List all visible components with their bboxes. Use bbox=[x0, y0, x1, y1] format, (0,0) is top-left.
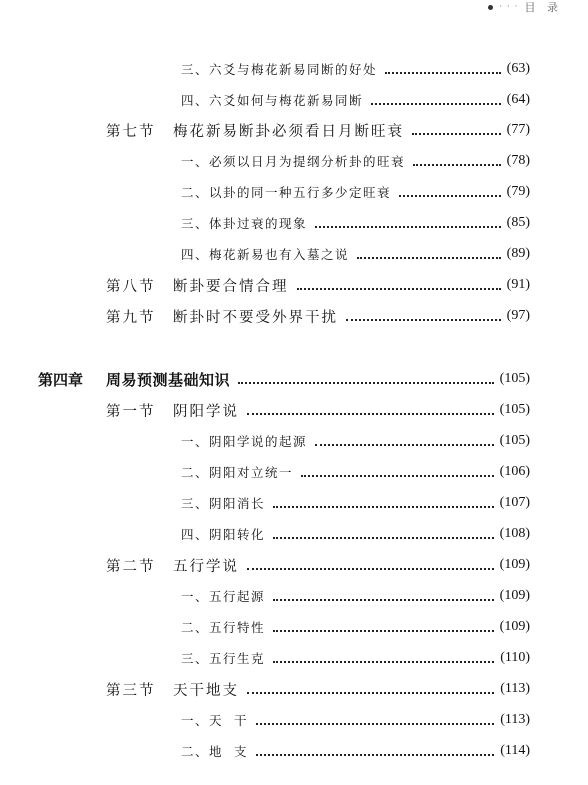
toc-entry-title: 一、五行起源 bbox=[181, 589, 266, 604]
toc-entry-title: 三、五行生克 bbox=[181, 651, 266, 666]
dot-leader bbox=[247, 692, 494, 694]
toc-entry-page: (105) bbox=[499, 402, 530, 417]
toc-entry-sub bbox=[181, 149, 530, 173]
dot-leader bbox=[315, 226, 501, 228]
toc-entry-label: 第八节 bbox=[106, 278, 156, 295]
toc-entry-label: 第一节 bbox=[106, 403, 156, 420]
toc-entry-page: (109) bbox=[499, 557, 530, 572]
toc-entry-page: (106) bbox=[499, 464, 530, 479]
toc-entry-page: (114) bbox=[500, 743, 530, 758]
toc-entry-sub bbox=[181, 491, 530, 515]
dot-leader bbox=[385, 72, 501, 74]
toc-entry-label: 第四章 bbox=[38, 370, 84, 389]
toc-entry-title: 二、阴阳对立统一 bbox=[181, 465, 294, 480]
toc-entry-title: 断卦时不要受外界干扰 bbox=[173, 309, 338, 326]
toc-entry-title: 三、阴阳消长 bbox=[181, 496, 266, 511]
toc-entry-title: 二、地 支 bbox=[181, 744, 248, 759]
toc-entry-label: 第九节 bbox=[106, 309, 156, 326]
toc-entry-sub bbox=[181, 211, 530, 235]
toc-entry-sub bbox=[181, 88, 530, 112]
bullet-dot-icon bbox=[488, 5, 493, 10]
dot-leader bbox=[247, 413, 494, 415]
toc-entry-title: 一、天 干 bbox=[181, 713, 248, 728]
dot-leader bbox=[371, 103, 501, 105]
page-header bbox=[488, 0, 562, 14]
toc-entry-sub bbox=[181, 584, 530, 608]
dot-leader bbox=[256, 754, 494, 756]
dot-leader bbox=[357, 257, 501, 259]
toc-entry-page: (63) bbox=[506, 61, 530, 76]
toc-entry-page: (109) bbox=[499, 619, 530, 634]
toc-entry-sec bbox=[106, 118, 530, 142]
toc-entry-sub bbox=[181, 57, 530, 81]
toc-entry-sub bbox=[181, 646, 530, 670]
toc-entry-title: 周易预测基础知识 bbox=[106, 370, 231, 389]
header-title: 目 录 bbox=[524, 1, 562, 14]
toc-entry-page: (105) bbox=[499, 433, 530, 448]
dot-leader bbox=[273, 506, 494, 508]
toc-entry-page: (113) bbox=[500, 681, 530, 696]
toc-entry-title: 五行学说 bbox=[173, 558, 239, 575]
dot-leader bbox=[256, 723, 494, 725]
toc-entry-title: 天干地支 bbox=[173, 682, 239, 699]
toc-entry-title: 三、六爻与梅花新易同断的好处 bbox=[181, 62, 378, 77]
toc-entry-sec bbox=[106, 304, 530, 328]
toc-entry-page: (97) bbox=[506, 308, 530, 323]
header-dots: · · · bbox=[499, 2, 519, 12]
toc-entry-page: (78) bbox=[506, 153, 530, 168]
dot-leader bbox=[273, 630, 494, 632]
dot-leader bbox=[412, 133, 501, 135]
toc-entry-label: 第二节 bbox=[106, 558, 156, 575]
toc-entry-sub bbox=[181, 242, 530, 266]
toc-entry-chap bbox=[38, 367, 530, 391]
dot-leader bbox=[273, 661, 494, 663]
toc-entry-page: (85) bbox=[506, 215, 530, 230]
toc-entry-title: 断卦要合情合理 bbox=[173, 278, 289, 295]
toc-entry-sub bbox=[181, 615, 530, 639]
toc-entry-page: (109) bbox=[499, 588, 530, 603]
toc-entry-page: (108) bbox=[499, 526, 530, 541]
dot-leader bbox=[301, 475, 494, 477]
toc-entry-page: (89) bbox=[506, 246, 530, 261]
dot-leader bbox=[315, 444, 494, 446]
toc-entry-page: (77) bbox=[506, 122, 530, 137]
dot-leader bbox=[413, 164, 501, 166]
toc-entry-sub bbox=[181, 180, 530, 204]
dot-leader bbox=[273, 537, 494, 539]
toc-entry-sub bbox=[181, 739, 530, 763]
toc-entry-page: (91) bbox=[506, 277, 530, 292]
toc-entry-title: 三、体卦过衰的现象 bbox=[181, 216, 308, 231]
toc-entry-sec bbox=[106, 677, 530, 701]
toc-entry-sub bbox=[181, 460, 530, 484]
toc-entry-page: (107) bbox=[499, 495, 530, 510]
toc-entry-label: 第三节 bbox=[106, 682, 156, 699]
dot-leader bbox=[238, 382, 494, 384]
dot-leader bbox=[297, 288, 501, 290]
toc-entry-title: 四、阴阳转化 bbox=[181, 527, 266, 542]
toc-entry-title: 二、五行特性 bbox=[181, 620, 266, 635]
toc-entry-label: 第七节 bbox=[106, 123, 156, 140]
toc-entry-title: 二、以卦的同一种五行多少定旺衰 bbox=[181, 185, 392, 200]
toc-entry-page: (113) bbox=[500, 712, 530, 727]
toc-entry-page: (79) bbox=[506, 184, 530, 199]
dot-leader bbox=[247, 568, 494, 570]
toc-entry-sec bbox=[106, 273, 530, 297]
toc-entry-title: 一、必须以日月为提纲分析卦的旺衰 bbox=[181, 154, 406, 169]
toc-entry-sec bbox=[106, 398, 530, 422]
toc-entry-title: 梅花新易断卦必须看日月断旺衰 bbox=[173, 123, 404, 140]
toc-entry-sec bbox=[106, 553, 530, 577]
toc-entry-title: 四、六爻如何与梅花新易同断 bbox=[181, 93, 364, 108]
dot-leader bbox=[346, 319, 501, 321]
toc-entry-title: 阴阳学说 bbox=[173, 403, 239, 420]
dot-leader bbox=[273, 599, 494, 601]
toc-entry-page: (105) bbox=[499, 371, 530, 386]
toc-entry-page: (64) bbox=[506, 92, 530, 107]
dot-leader bbox=[399, 195, 501, 197]
toc-entry-title: 四、梅花新易也有入墓之说 bbox=[181, 247, 350, 262]
toc-entry-sub bbox=[181, 429, 530, 453]
toc-entry-title: 一、阴阳学说的起源 bbox=[181, 434, 308, 449]
toc-entry-sub bbox=[181, 708, 530, 732]
toc-entry-sub bbox=[181, 522, 530, 546]
toc-entry-page: (110) bbox=[500, 650, 530, 665]
